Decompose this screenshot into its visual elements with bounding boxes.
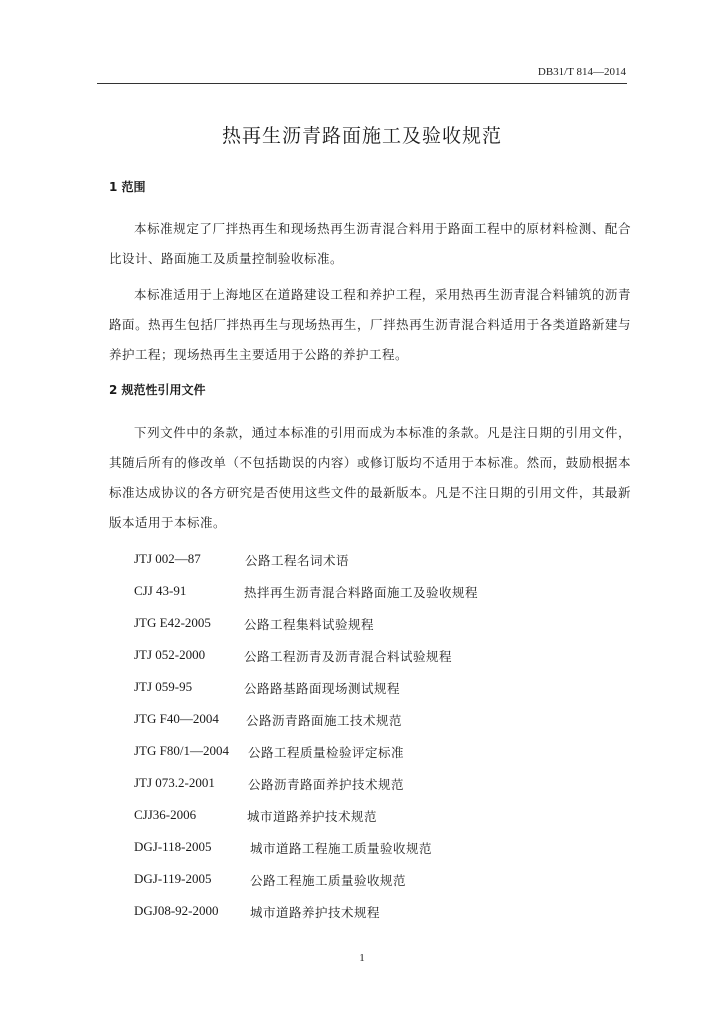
reference-code: DGJ08-92-2000: [134, 903, 219, 918]
reference-code: JTG F40—2004: [134, 711, 219, 726]
reference-title: 公路工程沥青及沥青混合料试验规程: [244, 649, 453, 664]
header-standard-code: DB31/T 814—2014: [537, 66, 626, 78]
reference-title: 城市道路养护技术规范: [247, 809, 378, 824]
header-rule: [97, 83, 627, 84]
reference-title: 公路沥青路面施工技术规范: [246, 713, 403, 728]
reference-title: 公路工程施工质量验收规范: [250, 873, 407, 888]
document-title: 热再生沥青路面施工及验收规范: [221, 125, 502, 147]
section-1-heading: 1 范围: [109, 180, 146, 194]
reference-title: 公路工程质量检验评定标准: [248, 745, 405, 760]
section-1-paragraph-1: 本标准规定了厂拌热再生和现场热再生沥青混合料用于路面工程中的原材料检测、配合比设计、路面施工及质量控制验收标准。: [109, 221, 631, 266]
reference-title: 城市道路养护技术规程: [250, 905, 381, 920]
reference-code: CJJ 43-91: [134, 583, 187, 598]
section-1-paragraph-2: 本标准适用于上海地区在道路建设工程和养护工程，采用热再生沥青混合料铺筑的沥青路面。热再生包括厂拌热再生与现场热再生，厂拌热再生沥青混合料适用于各类道路新建与养护工程；现场热再生主要适用于公路的养护工程。: [109, 287, 631, 362]
reference-title: 公路工程名词术语: [245, 553, 350, 568]
reference-code: JTJ 059-95: [134, 679, 193, 694]
reference-title: 城市道路工程施工质量验收规范: [250, 841, 433, 856]
reference-title: 热拌再生沥青混合料路面施工及验收规程: [244, 585, 479, 600]
reference-code: JTJ 073.2-2001: [134, 775, 215, 790]
section-2-paragraph: 下列文件中的条款，通过本标准的引用而成为本标准的条款。凡是注日期的引用文件，其随后所有的修改单（不包括勘误的内容）或修订版均不适用于本标准。然而，鼓励根据本标准达成协议的各方研究是否使用这些文件的最新版本。凡是不注日期的引用文件，其最新版本适用于本标准。: [109, 425, 631, 530]
page-number: 1: [359, 952, 365, 964]
reference-code: CJJ36-2006: [134, 807, 197, 822]
reference-title: 公路工程集料试验规程: [244, 617, 375, 632]
section-2-heading: 2 规范性引用文件: [109, 383, 206, 397]
reference-code: JTG E42-2005: [134, 615, 211, 630]
reference-title: 公路沥青路面养护技术规范: [248, 777, 405, 792]
reference-code: DGJ-118-2005: [134, 839, 212, 854]
reference-code: JTG F80/1—2004: [134, 743, 229, 758]
reference-code: DGJ-119-2005: [134, 871, 212, 886]
reference-code: JTJ 052-2000: [134, 647, 206, 662]
reference-code: JTJ 002—87: [134, 551, 201, 566]
reference-title: 公路路基路面现场测试规程: [244, 681, 401, 696]
